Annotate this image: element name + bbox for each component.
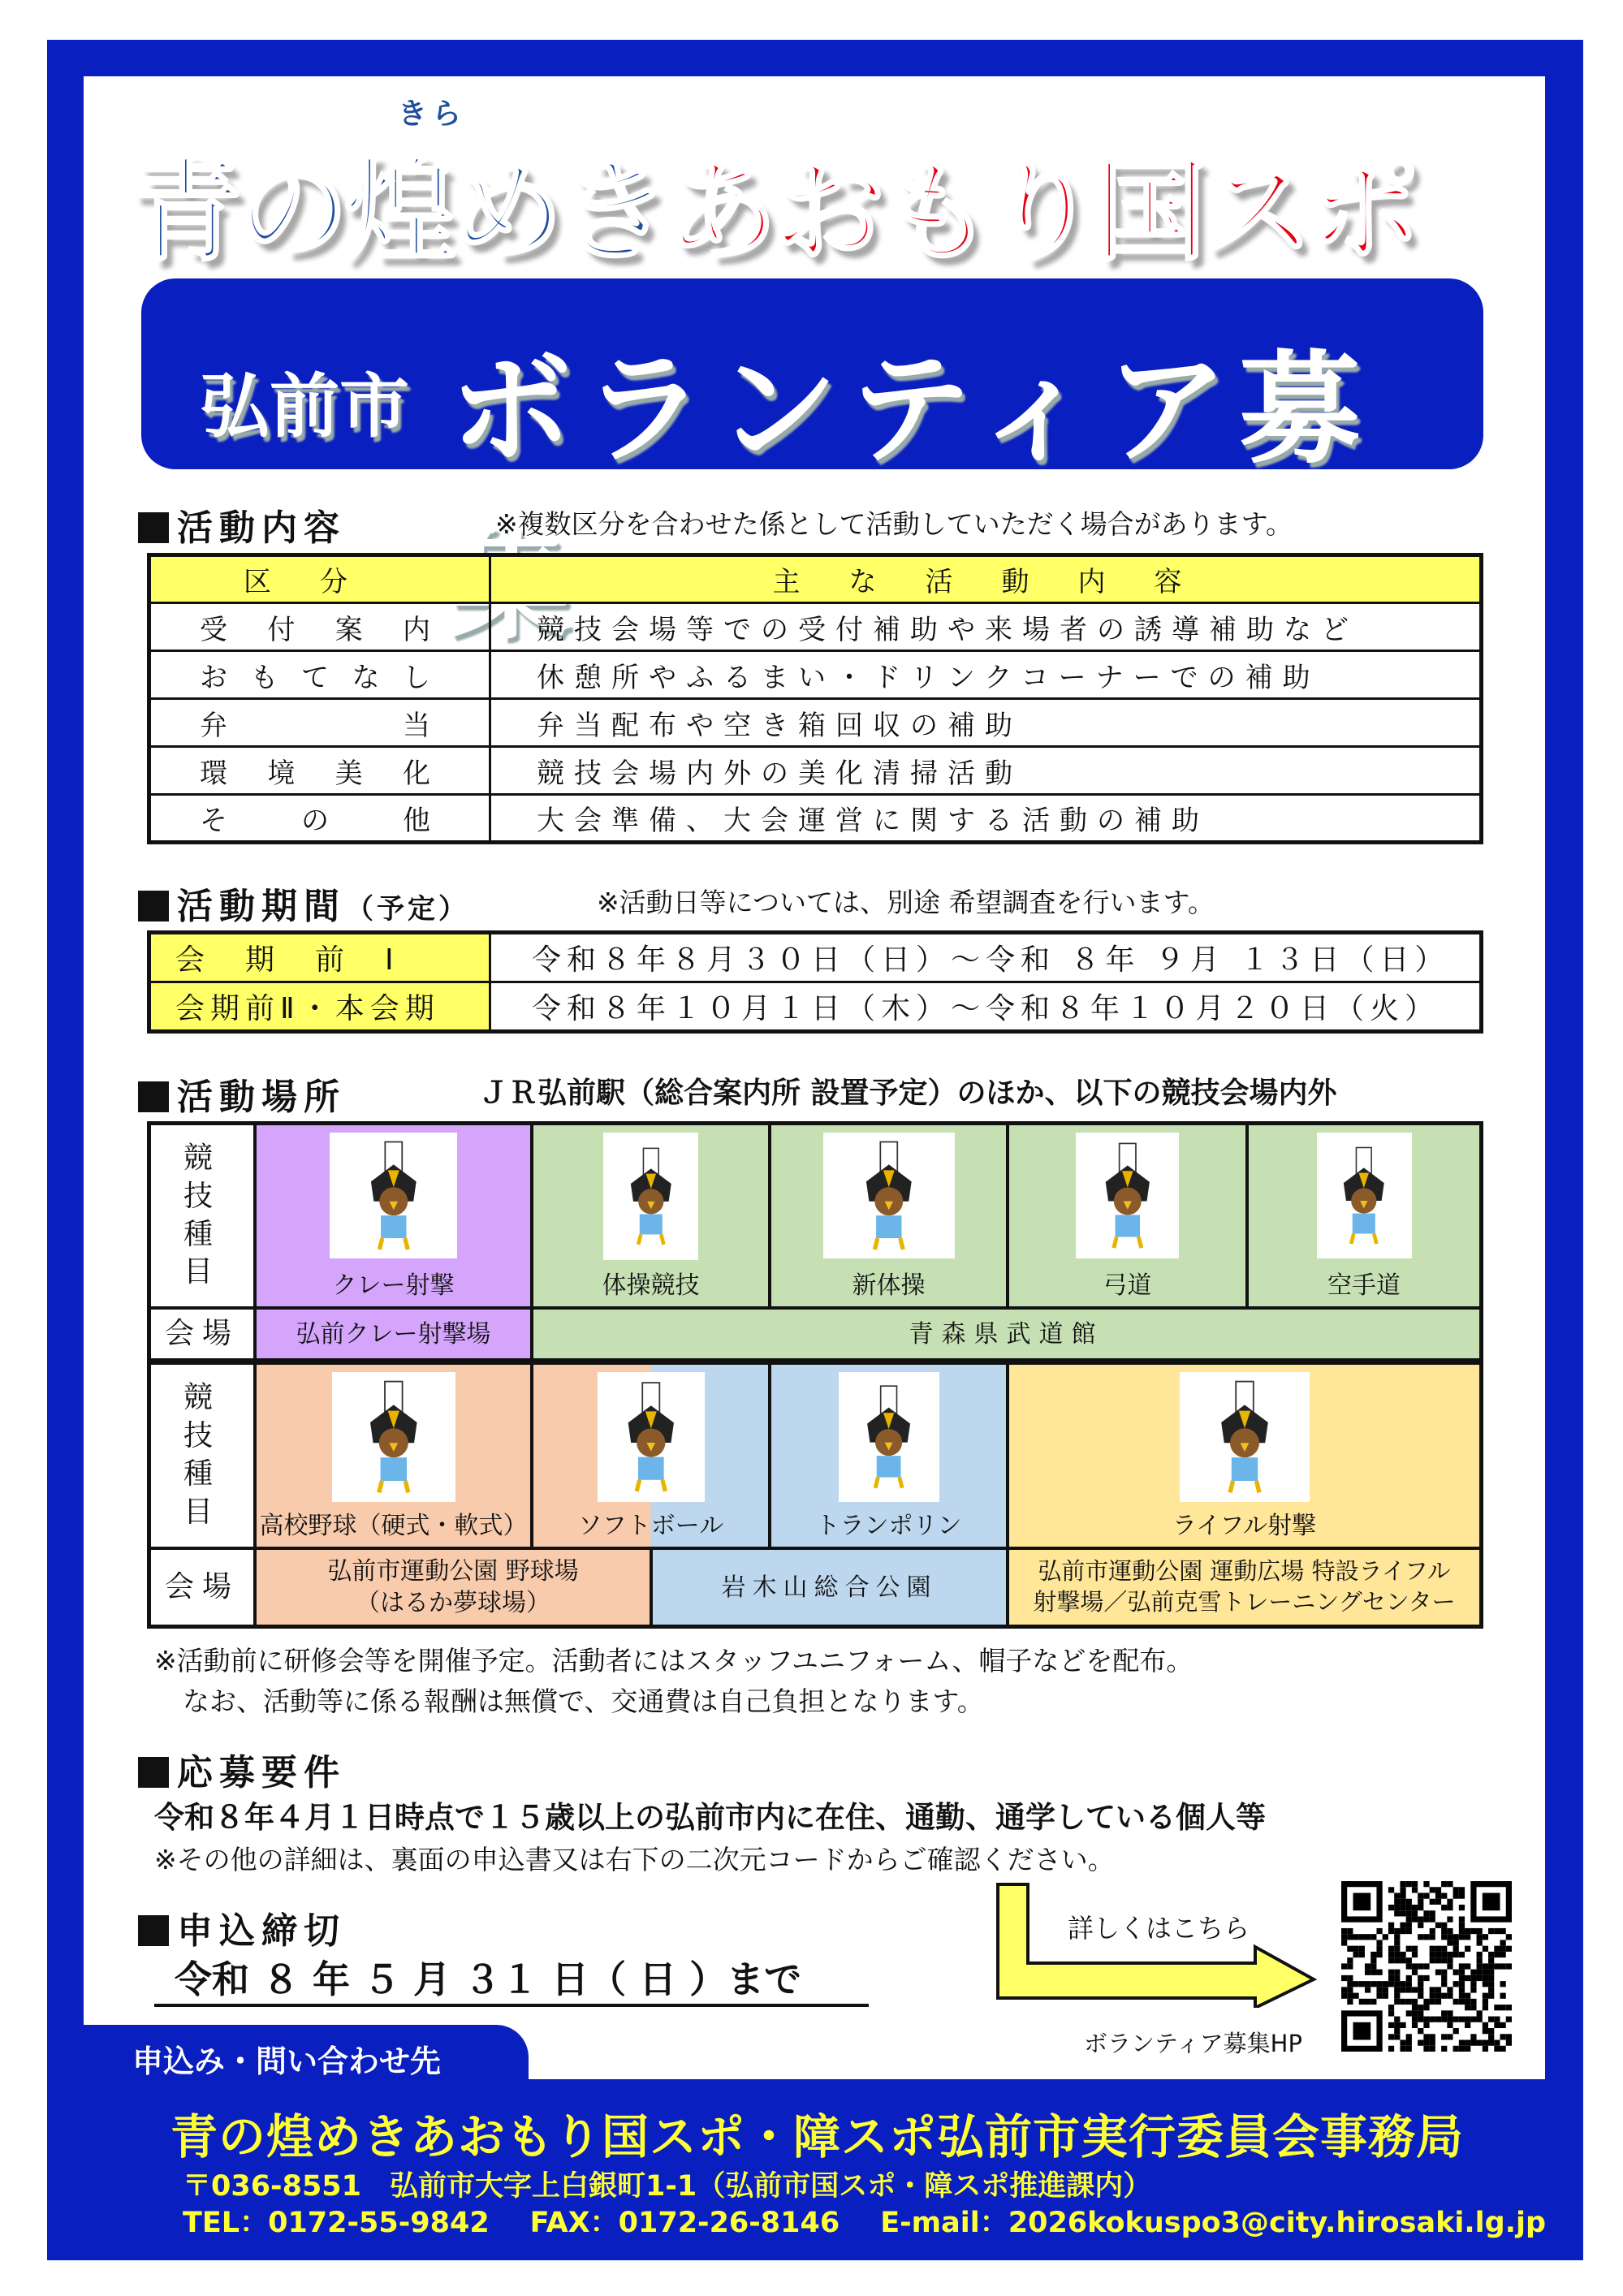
venue-name: 青森県武道館 xyxy=(533,1310,1479,1358)
period-dates: 令和８年１０月１日（木）～令和８年１０月２０日（火） xyxy=(490,982,1482,1032)
banner-main: ボランティア募 xyxy=(450,339,1373,481)
contact-organization: 青の煌めきあおもり国スポ・障スポ弘前市実行委員会事務局 xyxy=(171,2109,1465,2164)
mascot-illustration xyxy=(330,1133,457,1258)
event-gymnastics xyxy=(533,1125,768,1306)
mascot-illustration xyxy=(1317,1133,1412,1258)
activity-table xyxy=(147,553,1483,844)
period-heading-text: 活動期間 xyxy=(177,886,346,927)
requirements-text: 令和８年４月１日時点で１５歳以上の弘前市内に在住、通勤、通学している個人等 xyxy=(154,1800,1266,1835)
header-cell: 区分 xyxy=(149,555,490,603)
venue-name: 弘前市運動公園 野球場 （はるか夢球場） xyxy=(257,1550,650,1625)
description: 弁当配布や空き箱回収の補助 xyxy=(490,699,1482,747)
event-trampoline xyxy=(771,1365,1006,1547)
label-event: 競技種目 xyxy=(151,1125,253,1306)
qr-caption: ボランティア募集HP xyxy=(1084,2030,1302,2057)
label-event: 競技種目 xyxy=(151,1365,253,1547)
event-clay xyxy=(257,1125,530,1306)
activity-note: ※複数区分を合わせた係として活動していただく場合があります。 xyxy=(495,508,1293,540)
venue-name: 岩木山総合公園 xyxy=(653,1550,1006,1625)
table-row xyxy=(149,795,1482,843)
event-name: 空手道 xyxy=(1327,1271,1401,1300)
deadline-date: 令和 ８ 年 ５ 月 ３１ 日（ 日 ）まで xyxy=(154,1950,869,2007)
description: 競技会場内外の美化清掃活動 xyxy=(490,747,1482,795)
mascot-illustration xyxy=(1180,1372,1310,1502)
event-name: クレー射撃 xyxy=(332,1271,455,1300)
mascot-illustration xyxy=(1076,1133,1179,1258)
period-heading xyxy=(138,877,469,929)
period-heading-sub: （予定） xyxy=(346,893,469,926)
description: 競技会場等での受付補助や来場者の誘導補助など xyxy=(490,603,1482,651)
header-cell: 主な活動内容 xyxy=(490,555,1482,603)
contact-line xyxy=(183,2200,1546,2241)
description: 大会準備、大会運営に関する活動の補助 xyxy=(490,795,1482,843)
arrow-label: 詳しくはこちら xyxy=(1068,1913,1250,1944)
category: その他 xyxy=(149,795,490,843)
event-title xyxy=(130,122,1510,277)
title-blue: 青の煌めき xyxy=(130,146,667,277)
contact-tab: 申込み・問い合わせ先 xyxy=(84,2025,529,2082)
event-name: 弓道 xyxy=(1103,1271,1152,1300)
table-row xyxy=(149,933,1482,982)
event-name: ライフル射撃 xyxy=(1172,1512,1316,1540)
event-name: トランポリン xyxy=(815,1512,962,1540)
deadline-heading: 申込締切 xyxy=(138,1901,346,1953)
event-name: 体操競技 xyxy=(602,1271,700,1300)
label-venue: 会場 xyxy=(151,1310,253,1358)
event-rifle xyxy=(1009,1365,1479,1547)
period-note: ※活動日等については、別途 希望調査を行います。 xyxy=(597,887,1215,918)
mascot-illustration xyxy=(839,1372,939,1502)
contact-tel: TEL：0172-55-9842 xyxy=(183,2207,490,2239)
venue-name: 弘前市運動公園 運動広場 特設ライフル 射撃場／弘前克雪トレーニングセンター xyxy=(1009,1550,1479,1625)
contact-email[interactable]: E-mail：2026kokuspo3@city.hirosaki.lg.jp xyxy=(880,2207,1547,2239)
place-note-1: ※活動前に研修会等を開催予定。活動者にはスタッフユニフォーム、帽子などを配布。 xyxy=(154,1645,1194,1677)
venue-name: 弘前クレー射撃場 xyxy=(257,1310,530,1358)
place-note-2: なお、活動等に係る報酬は無償で、交通費は自己負担となります。 xyxy=(183,1685,984,1717)
event-kyudo xyxy=(1009,1125,1245,1306)
contact-address: 〒036-8551 弘前市大字上白銀町1-1（弘前市国スポ・障スポ推進課内） xyxy=(183,2170,1152,2203)
event-name: ソフトボール xyxy=(577,1512,724,1540)
category: おもてなし xyxy=(149,651,490,699)
qr-code[interactable] xyxy=(1338,1881,1515,2052)
table-row xyxy=(149,603,1482,651)
period-label: 会期前Ⅱ・本会期 xyxy=(149,982,490,1032)
description: 休憩所やふるまい・ドリンクコーナーでの補助 xyxy=(490,651,1482,699)
event-rhythmic xyxy=(771,1125,1006,1306)
event-softball xyxy=(533,1365,768,1547)
mascot-illustration xyxy=(603,1133,698,1260)
activity-heading: 活動内容 xyxy=(138,498,346,550)
label-venue: 会場 xyxy=(151,1550,253,1625)
event-name: 高校野球（硬式・軟式） xyxy=(259,1512,528,1540)
mascot-illustration xyxy=(332,1372,455,1502)
table-row xyxy=(149,747,1482,795)
mascot-illustration xyxy=(823,1133,955,1258)
table-row xyxy=(149,982,1482,1032)
title-ruby: きら xyxy=(398,97,467,131)
mascot-illustration xyxy=(598,1372,705,1502)
event-karate xyxy=(1249,1125,1479,1306)
volunteer-banner xyxy=(141,278,1483,481)
category: 受付案内 xyxy=(149,603,490,651)
category: 弁当 xyxy=(149,699,490,747)
event-baseball xyxy=(257,1365,530,1547)
banner-city: 弘前市 xyxy=(200,366,409,447)
period-label: 会 期 前 Ⅰ xyxy=(149,933,490,982)
place-note: ＪＲ弘前駅（総合案内所 設置予定）のほか、以下の競技会場内外 xyxy=(479,1077,1337,1110)
place-heading: 活動場所 xyxy=(138,1068,346,1120)
event-name: 新体操 xyxy=(852,1271,926,1300)
contact-fax: FAX：0172-26-8146 xyxy=(529,2207,840,2239)
period-dates: 令和８年８月３０日（日）～令和 ８年 ９月 １３日（日） xyxy=(490,933,1482,982)
table-row xyxy=(149,699,1482,747)
title-red: あおもり国スポ xyxy=(666,146,1417,277)
table-row xyxy=(149,651,1482,699)
category: 環境美化 xyxy=(149,747,490,795)
period-table xyxy=(147,930,1483,1034)
requirements-heading: 応募要件 xyxy=(138,1743,346,1795)
venue-table xyxy=(147,1121,1483,1629)
requirements-note: ※その他の詳細は、裏面の申込書又は右下の二次元コードからご確認ください。 xyxy=(154,1844,1115,1875)
